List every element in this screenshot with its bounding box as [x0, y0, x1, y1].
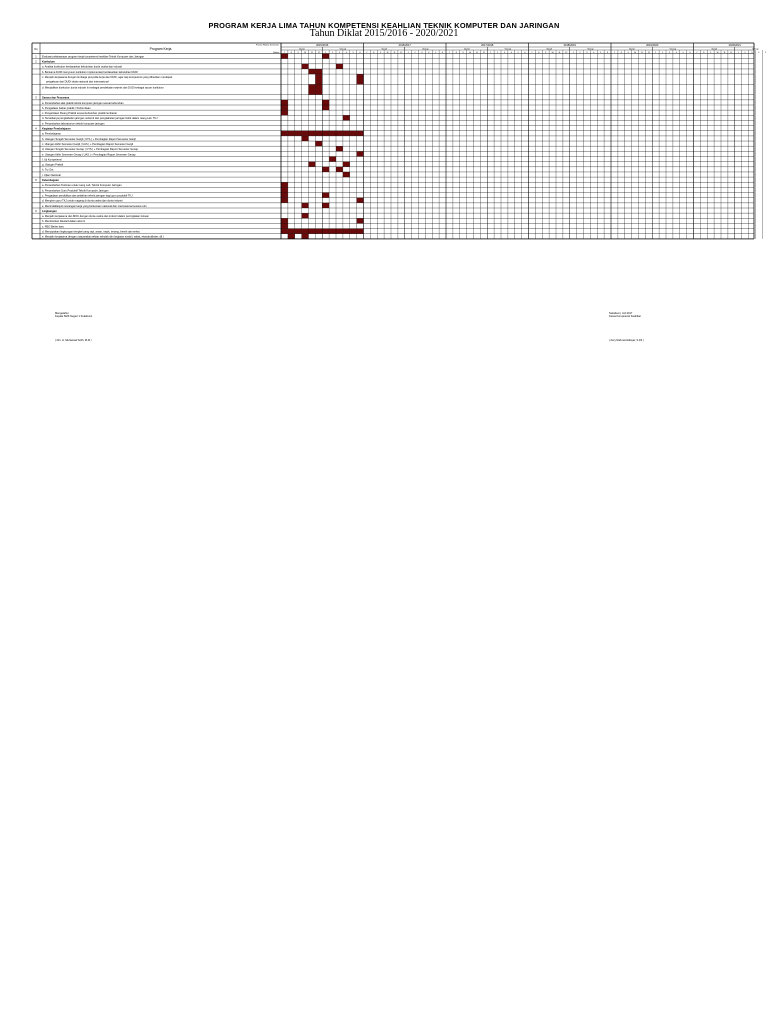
schedule-mark	[343, 162, 350, 167]
row-program-text: e. Ulangan Akhir Semester Genap ( UAS ) + Pembagian Raport Semester Genap	[42, 153, 136, 157]
row-program-text: Kurikulum	[42, 60, 55, 64]
schedule-mark	[329, 229, 336, 234]
row-program-text: b. Pengadaan bahan praktik / Perlombaan	[42, 106, 91, 110]
schedule-mark	[309, 229, 316, 234]
month-label: 4	[593, 51, 595, 54]
semester-label: Ganjil	[546, 48, 552, 51]
semester-label: Genap	[752, 48, 759, 51]
schedule-mark	[281, 218, 288, 223]
row-program-text: e. Menjalin kerjasama dengan masyarakat sekitar sekolah dlm kegiatan sosial ( sabat, ekstrakulikuler, dll )	[42, 235, 164, 239]
semester-label: Genap	[422, 48, 429, 51]
row-program-text: Sarana dan Prasarana	[42, 96, 70, 100]
schedule-mark	[343, 131, 350, 136]
schedule-mark	[309, 84, 316, 94]
schedule-mark	[336, 64, 343, 69]
schedule-mark	[295, 131, 302, 136]
schedule-mark	[288, 234, 295, 239]
schedule-mark	[357, 229, 364, 234]
work-program-table	[32, 43, 767, 303]
signature-block-right	[609, 312, 644, 342]
schedule-mark	[315, 141, 322, 146]
semester-label: Ganjil	[628, 48, 635, 51]
row-program-text: d. Menjadikan kurikulum dunia industri ini sebagai pendekatan sejenis dan DUDI sebagai acuan kurikulum	[42, 86, 164, 90]
schedule-mark	[343, 172, 350, 177]
schedule-mark	[350, 131, 357, 136]
row-program-text: b. Bersama DUDI menyusun kurikulum implementasi berdasarkan kebutuhan DUDI	[42, 70, 138, 74]
month-label: 7	[531, 51, 533, 54]
schedule-mark	[309, 162, 316, 167]
schedule-mark	[281, 229, 288, 234]
row-program-text: a. Analisa kurikulum berdasarkan kebutuhan dunia usaha dan industri	[42, 65, 123, 69]
month-label: 8	[620, 51, 622, 54]
schedule-mark	[281, 223, 288, 228]
month-label: 12	[565, 51, 568, 54]
schedule-mark	[302, 203, 309, 208]
month-label: 4	[675, 51, 677, 54]
month-label: 8	[455, 51, 457, 54]
schedule-mark	[322, 203, 329, 208]
month-label: 3	[668, 51, 670, 54]
month-label: 11	[640, 51, 643, 54]
row-program-text: c. Pengadaan pendidikan dan pelatihan teknik jaringan bagi guru produktif TKJ	[42, 194, 133, 198]
month-label: 9	[627, 51, 629, 54]
schedule-mark	[302, 131, 309, 136]
col-month-header: Bulan	[273, 52, 279, 54]
month-label: 5	[517, 51, 519, 54]
row-program-text: e. Menindaklanjuti rancangan kerja yang berkenaan nasional dan internasional secara rutin	[42, 204, 147, 208]
schedule-mark	[315, 69, 322, 74]
signature-right-line1: Sukabumi, Juli 2017	[609, 312, 633, 315]
schedule-mark	[322, 229, 329, 234]
month-label: 4	[758, 51, 760, 54]
year-label: 2019/2020	[646, 43, 659, 47]
row-program-text: a. Pembelajaran	[42, 132, 61, 136]
document-title: PROGRAM KERJA LIMA TAHUN KOMPETENSI KEAHLIAN TEKNIK KOMPUTER DAN JARINGAN	[208, 21, 560, 30]
row-program-text: Kelembagaan	[42, 179, 59, 182]
month-label: 3	[421, 51, 423, 54]
year-label: 2016/2017	[398, 43, 411, 47]
row-number: 2	[35, 60, 37, 64]
month-label: 7	[366, 51, 368, 54]
month-label: 5	[352, 51, 354, 54]
month-label: 11	[475, 51, 478, 54]
col-no-header: No	[34, 48, 38, 51]
month-label: 7	[696, 51, 698, 54]
schedule-mark	[281, 105, 288, 110]
month-label: 10	[469, 51, 472, 54]
row-program-text: b. Penambahan Guru Produktif Teknik Komputer Jaringan	[42, 189, 109, 193]
year-label: 2018/2019	[563, 43, 576, 47]
year-label: 2020/2021	[728, 43, 741, 47]
row-program-text: a. Menjalin kerjasama dan MOU dengan dunia usaha dan industri dalam peningkatan lulusan	[42, 215, 149, 219]
schedule-mark	[343, 229, 350, 234]
row-program-text: c. REG Berbe baru	[42, 225, 64, 229]
semester-label: Ganjil	[463, 48, 470, 51]
row-number: 4	[35, 127, 37, 131]
month-label: 9	[380, 51, 382, 54]
signature-block-left	[55, 312, 92, 342]
month-label: 7	[448, 51, 450, 54]
schedule-mark	[281, 110, 288, 115]
schedule-mark	[322, 193, 329, 198]
signature-right-name: ( Fery Rahmat Hidayat, S.Pd )	[609, 338, 644, 342]
row-program-text: Kegiatan Pembelajaran	[42, 127, 71, 131]
month-label: 2	[497, 51, 499, 54]
schedule-mark	[281, 198, 288, 203]
schedule-mark	[329, 131, 336, 136]
schedule-mark	[309, 69, 316, 74]
row-number: 1	[35, 55, 37, 59]
schedule-mark	[281, 131, 288, 136]
schedule-mark	[281, 187, 288, 192]
row-program-text: Lingkungan	[42, 209, 57, 213]
semester-label: Genap	[504, 48, 512, 51]
month-label: 9	[545, 51, 547, 54]
document-subtitle: Tahun Diklat 2015/2016 - 2020/2021	[309, 28, 459, 39]
semester-label: Genap	[339, 48, 347, 51]
month-label: 3	[338, 51, 340, 54]
month-label: 10	[386, 51, 389, 54]
row-number: 5	[35, 179, 37, 182]
schedule-mark	[336, 146, 343, 151]
schedule-mark	[357, 74, 364, 84]
month-label: 3	[586, 51, 588, 54]
row-program-text: e. Penambahan laboratorium teknik komputer jaringan	[42, 122, 105, 126]
month-label: 1	[572, 51, 574, 54]
month-label: 8	[290, 51, 292, 54]
row-program-text: d. Menciptakan lingkungan bengkel yang rapi, aman, sejuk, tenang, bersih dan sehat	[42, 230, 140, 234]
month-label: 6	[442, 51, 444, 54]
row-program-text: d. Mengirim guru TKJ untuk magang di dunia usaha dan dunia industri	[42, 199, 123, 203]
schedule-mark	[302, 213, 309, 218]
schedule-mark	[302, 234, 309, 239]
month-label: 12	[647, 51, 650, 54]
schedule-mark	[336, 229, 343, 234]
schedule-mark	[315, 229, 322, 234]
month-label: 7	[613, 51, 615, 54]
month-label: 11	[310, 51, 313, 54]
signature-left-line1: Mengetahui	[55, 312, 69, 315]
row-program-text: d. Tersedianya pengkabelan jaringan network dan pengkabelan jaringan listrik dalam ruang Lab. TKJ	[42, 117, 158, 121]
year-label: 2017/2018	[481, 43, 494, 47]
row-program-text: b. Ulangan Tengah Semester Ganjil ( UTS ) + Pembagian Raport Semester Ganjil	[42, 137, 136, 141]
month-label: 1	[655, 51, 657, 54]
month-label: 3	[751, 51, 753, 54]
month-label: 2	[414, 51, 416, 54]
schedule-mark	[309, 131, 316, 136]
month-label: 12	[400, 51, 403, 54]
schedule-mark	[281, 193, 288, 198]
schedule-mark	[357, 218, 364, 223]
row-program-text: g. Ulangan Praktik	[42, 163, 64, 167]
month-label: 9	[462, 51, 464, 54]
semester-label: Genap	[669, 48, 677, 51]
schedule-mark	[322, 131, 329, 136]
schedule-mark	[336, 131, 343, 136]
month-label: 1	[737, 51, 739, 54]
signature-left-line2: Kepala SMK Negeri 1 Sukabumi	[55, 315, 93, 319]
schedule-mark	[281, 182, 288, 187]
month-label: 6	[689, 51, 691, 54]
schedule-mark	[315, 74, 322, 84]
schedule-mark	[357, 198, 364, 203]
row-number: 3	[35, 96, 37, 100]
month-label: 5	[600, 51, 602, 54]
month-label: 2	[579, 51, 581, 54]
schedule-mark	[322, 105, 329, 110]
month-label: 2	[744, 51, 746, 54]
row-program-text: h. Try Out	[42, 168, 54, 172]
month-label: 9	[710, 51, 712, 54]
month-label: 4	[428, 51, 430, 54]
row-program-text: c. Ulangan Akhir Semester Ganjil ( UAS ) + Pembagian Raport Semester Ganjil	[42, 142, 134, 146]
month-label: 10	[551, 51, 554, 54]
month-label: 4	[345, 51, 347, 54]
schedule-mark	[302, 229, 309, 234]
row-program-text: d. Ulangan Tengah Semester Genap ( UTS ) + Pembagian Raport Semester Genap	[42, 148, 139, 152]
row-program-text: f. Uji Kompetensi	[42, 158, 62, 162]
row-program-text: i. Ujian Nasional	[42, 173, 61, 177]
schedule-mark	[322, 167, 329, 172]
month-label: 12	[730, 51, 733, 54]
month-label: 1	[325, 51, 327, 54]
month-label: 7	[283, 51, 285, 54]
semester-label: Genap	[587, 48, 594, 51]
schedule-mark	[357, 131, 364, 136]
month-label: 10	[304, 51, 307, 54]
row-program-text: c. Pengelolaan Ruang Praktik sesuai kebutuhan praktik lembaran	[42, 112, 118, 116]
month-label: 5	[682, 51, 684, 54]
row-program-text: a. Penambahan Toolman untuk ruang Lab. Teknik Komputer Jaringan	[42, 184, 122, 188]
month-label: 9	[297, 51, 299, 54]
schedule-mark	[281, 100, 288, 105]
row-number: 6	[35, 209, 37, 213]
schedule-mark	[357, 151, 364, 156]
row-program-text: c. Menjalin kerjasama dengan lembaga penyedia kerja dan DUDI, agar tiap kompetensi yang diberikan mendapat	[42, 76, 173, 79]
month-label: 11	[558, 51, 561, 54]
month-label: 11	[723, 51, 726, 54]
year-label: 2015/2016	[316, 43, 329, 47]
semester-label: Ganjil	[381, 48, 387, 51]
month-label: 8	[373, 51, 375, 54]
schedule-mark	[288, 229, 295, 234]
month-label: 6	[359, 51, 361, 54]
schedule-mark	[315, 84, 322, 94]
schedule-mark	[350, 229, 357, 234]
schedule-mark	[288, 131, 295, 136]
month-label: 4	[510, 51, 512, 54]
schedule-mark	[329, 157, 336, 162]
month-label: 8	[538, 51, 540, 54]
schedule-mark	[302, 136, 309, 141]
signature-left-name: ( Drs. H. Muhamad Solih, M.M )	[55, 338, 92, 342]
month-label: 5	[765, 51, 767, 54]
month-label: 8	[703, 51, 705, 54]
schedule-mark	[315, 131, 322, 136]
row-program-text: a. Penambahan alat praktik teknik komputer jaringan sesuai kebutuhan	[42, 101, 124, 105]
semester-label: Ganjil	[298, 48, 305, 51]
col-timeframe-header: Frame Waktu Semester	[255, 44, 279, 47]
schedule-mark	[343, 115, 350, 120]
month-label: 3	[503, 51, 505, 54]
month-label: 2	[332, 51, 334, 54]
schedule-mark	[302, 64, 309, 69]
schedule-mark	[336, 167, 343, 172]
month-label: 12	[317, 51, 320, 54]
row-program-text: Evaluasi pelaksanaan program kerja kompetensi keahlian Teknik Komputer dan Jaringan	[42, 55, 145, 59]
month-label: 1	[407, 51, 409, 54]
signature-right-line2: Ketua Kompetensi Keahlian	[609, 315, 642, 319]
col-program-header: Program Kerja	[149, 47, 172, 51]
month-label: 6	[607, 51, 609, 54]
schedule-mark	[295, 229, 302, 234]
schedule-mark	[281, 51, 288, 59]
month-label: 12	[482, 51, 485, 54]
month-label: 6	[524, 51, 526, 54]
month-label: 10	[716, 51, 719, 54]
month-label: 10	[634, 51, 637, 54]
month-label: 2	[662, 51, 664, 54]
row-program-text: pengakuan dari DUDI skala nasional dan internasional	[46, 80, 109, 84]
month-label: 11	[393, 51, 396, 54]
month-label: 5	[435, 51, 437, 54]
schedule-mark	[322, 100, 329, 105]
semester-label: Ganjil	[711, 48, 717, 51]
month-label: 1	[490, 51, 492, 54]
row-program-text: b. Memberikan Reward dalam alumni	[42, 220, 85, 224]
schedule-mark	[322, 51, 329, 59]
